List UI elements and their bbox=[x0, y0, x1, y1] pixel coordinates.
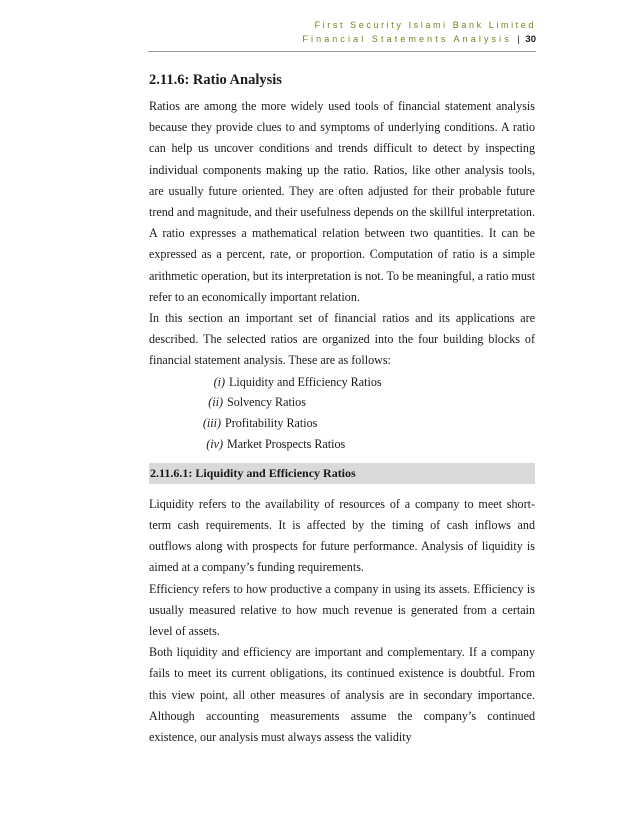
list-item-label: Market Prospects Ratios bbox=[227, 437, 346, 452]
list-item bbox=[149, 413, 535, 434]
header-document-title bbox=[302, 32, 536, 46]
paragraph-ratio-organization: In this section an important set of financial ratios and its applications are described. The selected ratios are organized into the four building blocks of financial statement analysis. These are as follows: bbox=[149, 311, 535, 368]
list-item-number: (iv) bbox=[206, 437, 223, 452]
running-header bbox=[302, 18, 536, 46]
page-body bbox=[149, 66, 535, 748]
header-separator: | bbox=[517, 34, 520, 44]
paragraph-ratio-intro: Ratios are among the more widely used tools of financial statement analysis because they provide clues to and symptoms of underlying conditions. A ratio can help us uncover conditions and trends difficult to detect by inspecting individual components making up the ratio. Ratios, like other analysis tools, are usually future oriented. They are often adjusted for their probable future trend and magnitude, and their usefulness depends on the skillful interpretation. A ratio expresses a mathematical relation between two quantities. It can be expressed as a percent, rate, or proportion. Computation of ratio is a simple arithmetic operation, but its interpretation is not. To be meaningful, a ratio must refer to an economically important relation. bbox=[149, 99, 535, 304]
header-section-name: Financial Statements Analysis bbox=[302, 34, 512, 44]
page-number: 30 bbox=[525, 34, 536, 45]
header-company-name: First Security Islami Bank Limited bbox=[314, 20, 536, 30]
subsection-title: 2.11.6.1: Liquidity and Efficiency Ratios bbox=[149, 463, 535, 484]
list-item-number: (ii) bbox=[208, 395, 223, 410]
list-item bbox=[149, 392, 535, 413]
list-item bbox=[149, 434, 535, 455]
list-item bbox=[149, 372, 535, 393]
list-item-label: Liquidity and Efficiency Ratios bbox=[229, 374, 382, 389]
header-divider bbox=[148, 51, 536, 52]
list-item-label: Solvency Ratios bbox=[227, 395, 306, 410]
paragraph-efficiency: Efficiency refers to how productive a company in using its assets. Efficiency is usually measured relative to how much revenue is generated from a certain level of assets. bbox=[149, 581, 535, 639]
list-item-label: Profitability Ratios bbox=[225, 416, 318, 431]
paragraph-liquidity: Liquidity refers to the availability of resources of a company to meet short-term cash requirements. It is affected by the timing of cash inflows and outflows along with prospects for future performance. Analysis of liquidity is aimed at a company’s funding requirements. bbox=[149, 496, 535, 575]
section-title: 2.11.6: Ratio Analysis bbox=[149, 72, 282, 88]
ratio-block-list bbox=[149, 372, 535, 455]
paragraph-complementary: Both liquidity and efficiency are important and complementary. If a company fails to meet its current obligations, its continued existence is doubtful. From this view point, all other measures of analysis are in secondary importance. Although accounting measurements assume the company’s continued existence, our analysis must always assess the validity bbox=[149, 645, 535, 745]
list-item-number: (i) bbox=[213, 374, 225, 389]
list-item-number: (iii) bbox=[202, 416, 221, 431]
